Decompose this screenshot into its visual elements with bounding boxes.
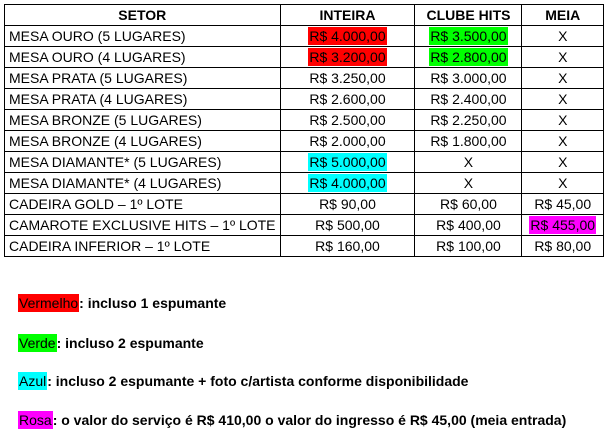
cell-setor-value: MESA PRATA (4 LUGARES) — [9, 91, 188, 107]
header-clube-hits: CLUBE HITS — [415, 5, 522, 26]
legend-blue — [18, 372, 468, 390]
cell-clube-hits — [415, 173, 522, 194]
cell-setor — [5, 152, 281, 173]
legend-blue-swatch: Azul — [19, 373, 47, 389]
table-row — [5, 26, 604, 47]
cell-meia-value: X — [558, 112, 568, 128]
cell-inteira — [280, 110, 415, 131]
cell-setor-value: MESA DIAMANTE* (5 LUGARES) — [9, 154, 222, 170]
cell-meia — [522, 47, 604, 68]
cell-meia — [522, 173, 604, 194]
cell-setor — [5, 68, 281, 89]
cell-setor — [5, 47, 281, 68]
cell-setor — [5, 110, 281, 131]
cell-clube-hits-value: R$ 400,00 — [436, 217, 501, 233]
cell-clube-hits — [415, 68, 522, 89]
legend-pink-swatch: Rosa — [19, 412, 52, 428]
cell-inteira-value: R$ 2.000,00 — [309, 133, 386, 149]
cell-clube-hits — [415, 89, 522, 110]
cell-inteira-value: R$ 500,00 — [315, 217, 380, 233]
cell-clube-hits — [415, 152, 522, 173]
cell-inteira — [280, 173, 415, 194]
cell-meia-value: X — [558, 154, 568, 170]
cell-meia-value: X — [558, 133, 568, 149]
cell-setor — [5, 89, 281, 110]
cell-inteira-value: R$ 4.000,00 — [309, 175, 386, 191]
cell-inteira — [280, 131, 415, 152]
legend-blue-text: : incluso 2 espumante + foto c/artista conforme disponibilidade — [47, 373, 469, 389]
table-row — [5, 89, 604, 110]
cell-inteira-value: R$ 160,00 — [315, 238, 380, 254]
cell-meia — [522, 89, 604, 110]
cell-clube-hits-value: R$ 2.250,00 — [430, 112, 507, 128]
cell-setor — [5, 131, 281, 152]
cell-inteira — [280, 89, 415, 110]
cell-meia-value: R$ 80,00 — [534, 238, 592, 254]
cell-inteira — [280, 236, 415, 257]
cell-clube-hits-value: R$ 3.500,00 — [430, 28, 507, 44]
cell-inteira — [280, 26, 415, 47]
table-header-row — [5, 5, 604, 26]
cell-setor-value: MESA BRONZE (4 LUGARES) — [9, 133, 202, 149]
cell-inteira — [280, 152, 415, 173]
cell-meia-value: X — [558, 175, 568, 191]
table-row — [5, 47, 604, 68]
cell-meia-value: R$ 45,00 — [534, 196, 592, 212]
table-row — [5, 131, 604, 152]
cell-meia — [522, 215, 604, 236]
table-row — [5, 236, 604, 257]
table-row — [5, 110, 604, 131]
table-row — [5, 194, 604, 215]
cell-clube-hits — [415, 236, 522, 257]
cell-setor-value: MESA OURO (4 LUGARES) — [9, 49, 186, 65]
cell-inteira — [280, 215, 415, 236]
cell-meia — [522, 110, 604, 131]
legend-green — [18, 334, 204, 352]
cell-clube-hits-value: R$ 1.800,00 — [430, 133, 507, 149]
cell-inteira-value: R$ 3.200,00 — [309, 49, 386, 65]
cell-setor-value: CAMAROTE EXCLUSIVE HITS – 1º LOTE — [9, 217, 276, 233]
cell-inteira-value: R$ 4.000,00 — [309, 28, 386, 44]
cell-inteira-value: R$ 5.000,00 — [309, 154, 386, 170]
cell-clube-hits-value: X — [463, 154, 474, 170]
cell-clube-hits — [415, 110, 522, 131]
legend-red-text: : incluso 1 espumante — [79, 295, 227, 311]
table-row — [5, 152, 604, 173]
cell-meia — [522, 194, 604, 215]
cell-clube-hits-value: R$ 2.400,00 — [430, 91, 507, 107]
cell-inteira-value: R$ 3.250,00 — [309, 70, 386, 86]
price-table — [4, 4, 604, 257]
legend-red-swatch: Vermelho — [19, 295, 79, 311]
legend-pink-text: : o valor do serviço é R$ 410,00 o valor do ingresso é R$ 45,00 (meia entrada) — [52, 412, 567, 428]
cell-setor — [5, 194, 281, 215]
legend-red — [18, 294, 226, 312]
cell-clube-hits — [415, 215, 522, 236]
cell-meia — [522, 236, 604, 257]
cell-inteira-value: R$ 2.600,00 — [309, 91, 386, 107]
cell-clube-hits-value: R$ 3.000,00 — [430, 70, 507, 86]
cell-setor-value: CADEIRA GOLD – 1º LOTE — [9, 196, 183, 212]
cell-meia-value: X — [558, 91, 568, 107]
cell-clube-hits-value: X — [463, 175, 474, 191]
cell-clube-hits-value: R$ 100,00 — [436, 238, 501, 254]
cell-clube-hits-value: R$ 60,00 — [440, 196, 497, 212]
cell-clube-hits — [415, 47, 522, 68]
cell-setor — [5, 215, 281, 236]
cell-inteira-value: R$ 2.500,00 — [309, 112, 386, 128]
cell-setor-value: MESA BRONZE (5 LUGARES) — [9, 112, 202, 128]
cell-setor-value: MESA DIAMANTE* (4 LUGARES) — [9, 175, 222, 191]
header-meia: MEIA — [522, 5, 604, 26]
header-inteira: INTEIRA — [280, 5, 415, 26]
legend-pink — [18, 411, 566, 429]
cell-meia — [522, 152, 604, 173]
cell-meia — [522, 131, 604, 152]
cell-clube-hits-value: R$ 2.800,00 — [430, 49, 507, 65]
cell-meia-value: R$ 455,00 — [530, 217, 596, 233]
cell-inteira — [280, 194, 415, 215]
header-setor: SETOR — [5, 5, 281, 26]
legend-green-text: : incluso 2 espumante — [56, 335, 204, 351]
cell-inteira — [280, 47, 415, 68]
cell-setor — [5, 173, 281, 194]
cell-meia-value: X — [558, 28, 568, 44]
cell-clube-hits — [415, 26, 522, 47]
cell-setor-value: MESA PRATA (5 LUGARES) — [9, 70, 188, 86]
cell-setor — [5, 236, 281, 257]
cell-clube-hits — [415, 194, 522, 215]
cell-inteira-value: R$ 90,00 — [319, 196, 376, 212]
cell-setor-value: MESA OURO (5 LUGARES) — [9, 28, 186, 44]
legend-green-swatch: Verde — [19, 335, 56, 351]
table-row — [5, 215, 604, 236]
cell-meia-value: X — [558, 49, 568, 65]
cell-setor-value: CADEIRA INFERIOR – 1º LOTE — [9, 238, 211, 254]
cell-meia — [522, 26, 604, 47]
cell-setor — [5, 26, 281, 47]
cell-inteira — [280, 68, 415, 89]
cell-meia — [522, 68, 604, 89]
cell-clube-hits — [415, 131, 522, 152]
table-row — [5, 68, 604, 89]
cell-meia-value: X — [558, 70, 568, 86]
table-row — [5, 173, 604, 194]
